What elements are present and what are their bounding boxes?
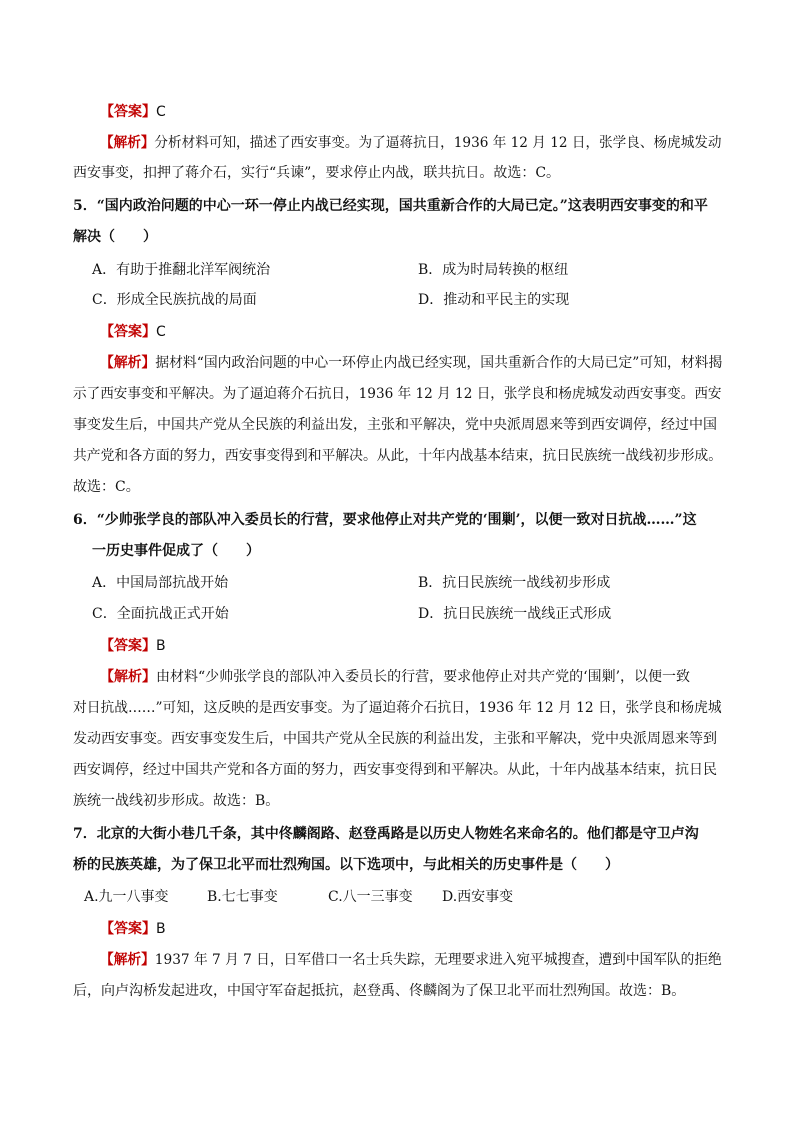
line-text: C．形成全民族抗战的局面 [92, 292, 257, 308]
text-line [92, 573, 228, 593]
answer-label: 【答案】 [100, 324, 156, 340]
text-line [73, 698, 722, 718]
question-line [73, 855, 619, 875]
line-text: D．抗日民族统一战线正式形成 [418, 606, 612, 622]
line-text: 后，向卢沟桥发起进攻，中国守军奋起抵抗，赵登禹、佟麟阁为了保卫北平而壮烈殉国。故选：B。 [73, 983, 686, 999]
text-line [418, 573, 610, 593]
answer-label: 【答案】 [100, 104, 156, 120]
line-text: B．成为时局转换的枢纽 [418, 262, 569, 278]
line-text: D．推动和平民主的实现 [418, 292, 570, 308]
analysis-line [100, 133, 722, 153]
line-text: 5．“国内政治问题的中心一环一停止内战已经实现，国共重新合作的大局已定。”这表明西安事变的和平 [73, 198, 708, 214]
text-line [84, 887, 169, 907]
text-line [207, 887, 278, 907]
text-line [442, 887, 513, 907]
answer-line [100, 322, 166, 342]
line-text: D.西安事变 [442, 889, 514, 905]
text-line [73, 415, 717, 435]
text-line [92, 604, 229, 624]
text-line [418, 260, 568, 280]
question-line [92, 541, 260, 561]
text-line [92, 260, 270, 280]
line-text: 解决（ ） [73, 229, 157, 245]
line-text: 故选：C。 [73, 479, 140, 495]
line-text: 发动西安事变。西安事变发生后，中国共产党从全民族的利益出发，主张和平解决，党中央派周恩来等到 [73, 731, 717, 747]
line-text: 西安事变，扣押了蒋介石，实行“兵谏”，要求停止内战，联共抗日。故选：C。 [73, 165, 561, 181]
answer-value: C [156, 104, 166, 120]
answer-value: B [156, 921, 166, 937]
analysis-label: 【解析】 [100, 952, 155, 968]
analysis-line [100, 667, 690, 687]
line-text: 1937 年 7 月 7 日，日军借口一名士兵失踪，无理要求进入宛平城搜查，遭到中国军队的拒绝 [154, 952, 722, 968]
text-line [73, 477, 140, 497]
text-line [418, 290, 569, 310]
line-text: 7．北京的大街小巷几千条，其中佟麟阁路、赵登禹路是以历史人物姓名来命名的。他们都是守卫卢沟 [73, 826, 699, 842]
line-text: B.七七事变 [207, 889, 278, 905]
line-text: 一历史事件促成了（ ） [92, 543, 260, 559]
analysis-label: 【解析】 [100, 135, 155, 151]
analysis-label: 【解析】 [100, 669, 156, 685]
analysis-line [100, 353, 722, 373]
analysis-line [100, 950, 722, 970]
text-line [328, 887, 413, 907]
text-line [73, 729, 717, 749]
line-text: 族统一战线初步形成。故选：B。 [73, 793, 280, 809]
answer-label: 【答案】 [100, 921, 156, 937]
question-line [73, 510, 697, 530]
answer-value: B [156, 638, 166, 654]
answer-value: C [156, 324, 166, 340]
line-text: 桥的民族英雄，为了保卫北平而壮烈殉国。以下选项中，与此相关的历史事件是（ ） [73, 857, 619, 873]
answer-line [100, 636, 166, 656]
line-text: C．全面抗战正式开始 [92, 606, 229, 622]
line-text: 事变发生后，中国共产党从全民族的利益出发，主张和平解决，党中央派周恩来等到西安调停，经过中国 [73, 417, 717, 433]
line-text: A.九一八事变 [84, 889, 169, 905]
text-line [73, 981, 685, 1001]
text-line [73, 384, 722, 404]
line-text: 示了西安事变和平解决。为了逼迫蒋介石抗日，1936 年 12 月 12 日，张学良和杨虎城发动西安事变。西安 [73, 386, 722, 402]
question-line [73, 196, 708, 216]
text-line [92, 290, 257, 310]
text-line [73, 163, 560, 183]
text-line [73, 760, 717, 780]
line-text: 西安调停，经过中国共产党和各方面的努力，西安事变得到和平解决。从此，十年内战基本结束，抗日民 [73, 762, 717, 778]
line-text: 分析材料可知，描述了西安事变。为了逼蒋抗日，1936 年 12 月 12 日，张学良、杨虎城发动 [154, 135, 722, 151]
line-text: 共产党和各方面的努力，西安事变得到和平解决。从此，十年内战基本结束，抗日民族统一战线初步形成。 [73, 448, 722, 464]
line-text: 对日抗战……”可知，这反映的是西安事变。为了逼迫蒋介石抗日，1936 年 12 月 12 日，张学良和杨虎城 [73, 700, 722, 716]
text-line [73, 791, 279, 811]
answer-label: 【答案】 [100, 638, 156, 654]
line-text: 6．“少帅张学良的部队冲入委员长的行营，要求他停止对共产党的‘围剿’，以便一致对日抗战……”这 [73, 512, 697, 528]
line-text: C.八一三事变 [328, 889, 413, 905]
question-line [73, 824, 699, 844]
line-text: 由材料“少帅张学良的部队冲入委员长的行营，要求他停止对共产党的‘围剿’，以便一致 [156, 669, 691, 685]
question-line [73, 227, 157, 247]
line-text: B．抗日民族统一战线初步形成 [418, 575, 611, 591]
answer-line [100, 919, 166, 939]
line-text: A．有助于推翻北洋军阀统治 [92, 262, 271, 278]
analysis-label: 【解析】 [100, 355, 156, 371]
line-text: 据材料“国内政治问题的中心一环停止内战已经实现，国共重新合作的大局已定”可知，材料揭 [155, 355, 723, 371]
line-text: A．中国局部抗战开始 [92, 575, 229, 591]
answer-line [100, 102, 166, 122]
text-line [418, 604, 611, 624]
text-line [73, 446, 722, 466]
